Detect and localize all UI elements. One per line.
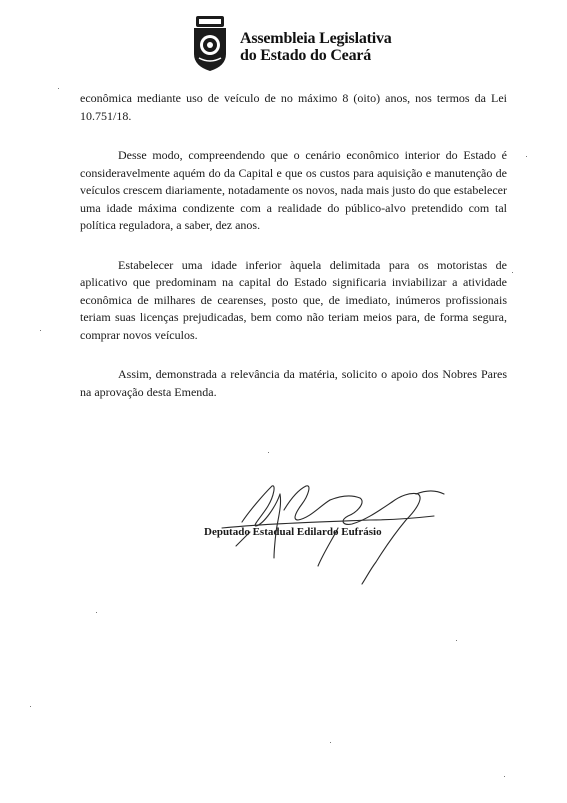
scan-speck	[330, 742, 331, 743]
paragraph-continuation: econômica mediante uso de veículo de no máximo 8 (oito) anos, nos termos da Lei 10.751/18.	[80, 91, 507, 123]
paragraph-context: Desse modo, compreendendo que o cenário econômico interior do Estado é consideravelmente aquém do da Capital e que os custos para aquisição e manutenção de veículos crescem diariamente, notadamente os novos, nada mais justo do que estabelecer uma idade máxima condizente com a realidade do público-alvo pretendido com tal política reguladora, a saber, dez anos.	[80, 148, 507, 232]
scan-speck	[58, 88, 59, 89]
organization-name-line1: Assembleia Legislativa	[240, 30, 392, 47]
scan-speck	[504, 776, 505, 777]
scan-speck	[526, 156, 527, 157]
scan-speck	[268, 452, 269, 453]
organization-name	[240, 30, 392, 64]
scan-speck	[512, 272, 513, 273]
paragraph-conclusion: Assim, demonstrada a relevância da matéria, solicito o apoio dos Nobres Pares na aprovação desta Emenda.	[80, 367, 507, 399]
scan-speck	[40, 330, 41, 331]
document-body	[80, 90, 507, 423]
signer-name: Deputado Estadual Edilardo Eufrásio	[204, 526, 382, 538]
letterhead	[190, 14, 450, 74]
scan-speck	[456, 640, 457, 641]
organization-name-line2: do Estado do Ceará	[240, 47, 372, 64]
state-coat-of-arms-icon	[190, 14, 230, 72]
paragraph-argument: Estabelecer uma idade inferior àquela delimitada para os motoristas de aplicativo que predominam na capital do Estado significaria inviabilizar a atividade econômica de milhares de cearenses, posto que, de imediato, inúmeros profissionais teriam suas licenças prejudicadas, bem como não teriam meios para, de forma segura, comprar novos veículos.	[80, 257, 507, 342]
scan-speck	[96, 612, 97, 613]
scan-speck	[30, 706, 31, 707]
